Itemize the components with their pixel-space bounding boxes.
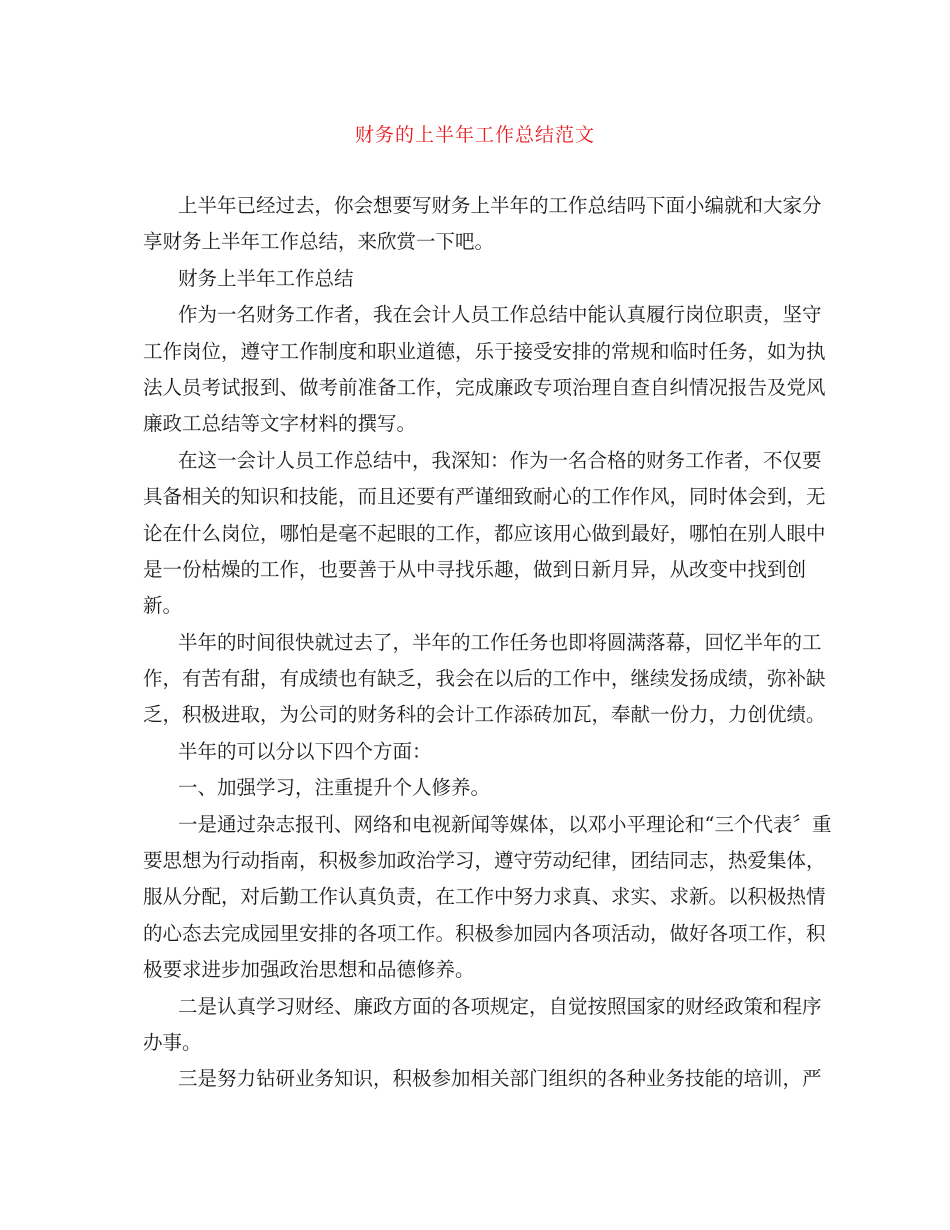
paragraph-aspects (143, 734, 808, 770)
text-line: 服从分配，对后勤工作认真负责，在工作中努力求真、求实、求新。以积极热情 (143, 885, 826, 909)
paragraph-point-two (143, 989, 822, 1062)
document-body (143, 188, 832, 1098)
text-line: 极要求进步加强政治思想和品德修养。 (143, 958, 475, 982)
text-line: 乏，积极进取，为公司的财务科的会计工作添砖加瓦，奉献一份力，力创优绩。 (143, 703, 826, 727)
subheading-study (143, 770, 808, 806)
text-line: 半年的时间很快就过去了，半年的工作任务也即将圆满落幕，回忆半年的工 (178, 630, 822, 654)
text-line: 一、加强学习，注重提升个人修养。 (178, 776, 491, 800)
text-line: 是一份枯燥的工作，也要善于从中寻找乐趣，做到日新月异，从改变中找到创 (143, 557, 807, 581)
text-line: 要思想为行动指南，积极参加政治学习，遵守劳动纪律，团结同志，热爱集体， (143, 849, 826, 873)
text-line: 半年的可以分以下四个方面： (178, 739, 432, 763)
paragraph-insight (143, 443, 826, 625)
document-title: 财务的上半年工作总结范文 (354, 124, 595, 146)
text-line: 一是通过杂志报刊、网络和电视新闻等媒体，以邓小平理论和“三个代表〞重 (178, 812, 832, 836)
paragraph-intro (143, 188, 822, 261)
text-line: 的心态去完成园里安排的各项工作。积极参加园内各项活动，做好各项工作，积 (143, 921, 826, 945)
section-heading (143, 261, 808, 297)
text-line: 二是认真学习财经、廉政方面的各项规定，自觉按照国家的财经政策和程序 (178, 994, 822, 1018)
text-line: 法人员考试报到、做考前准备工作，完成廉政专项治理自查自纠情况报告及党风 (143, 375, 826, 399)
text-line: 财务上半年工作总结 (178, 266, 354, 290)
text-line: 具备相关的知识和技能，而且还要有严谨细致耐心的工作作风，同时体会到，无 (143, 485, 826, 509)
text-line: 新。 (143, 594, 183, 618)
text-line: 作为一名财务工作者，我在会计人员工作总结中能认真履行岗位职责，坚守 (178, 303, 822, 327)
paragraph-review (143, 625, 826, 734)
paragraph-point-three (143, 1061, 822, 1097)
text-line: 在这一会计人员工作总结中，我深知：作为一名合格的财务工作者，不仅要 (178, 448, 822, 472)
text-line: 办事。 (143, 1030, 202, 1054)
text-line: 作，有苦有甜，有成绩也有缺乏，我会在以后的工作中，继续发扬成绩，弥补缺 (143, 667, 826, 691)
paragraph-duties (143, 297, 826, 443)
text-line: 三是努力钻研业务知识，积极参加相关部门组织的各种业务技能的培训，严 (178, 1067, 822, 1091)
text-line: 工作岗位，遵守工作制度和职业道德，乐于接受安排的常规和临时任务，如为执 (143, 339, 826, 363)
text-line: 廉政工总结等文字材料的撰写。 (143, 412, 417, 436)
text-line: 享财务上半年工作总结，来欣赏一下吧。 (143, 230, 495, 254)
text-line: 上半年已经过去，你会想要写财务上半年的工作总结吗下面小编就和大家分 (178, 194, 822, 217)
text-line: 论在什么岗位，哪怕是毫不起眼的工作，都应该用心做到最好，哪怕在别人眼中 (143, 521, 826, 545)
paragraph-point-one (143, 807, 832, 989)
